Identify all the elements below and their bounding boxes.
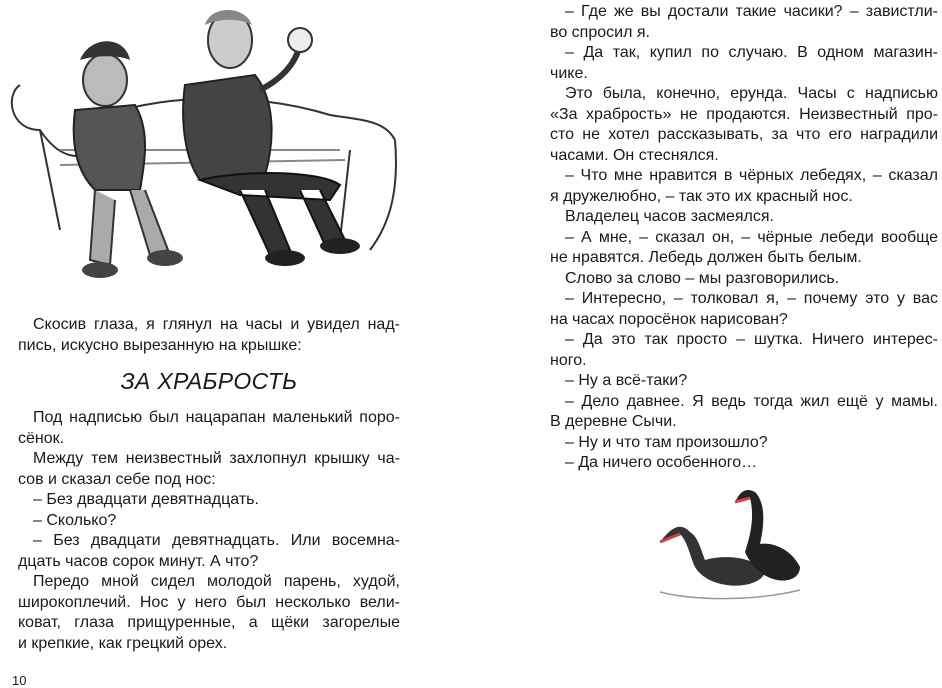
text-line: на часах поросёнок нарисован?	[550, 310, 788, 328]
text-line: ного.	[550, 351, 587, 369]
paragraph	[18, 490, 400, 511]
paragraph	[550, 228, 938, 269]
page-number: 10	[12, 673, 27, 688]
paragraph	[18, 315, 400, 356]
text-line: – Интересно, – толковал я, – почему это у вас	[565, 290, 938, 307]
text-line: Скосив глаза, я глянул на часы и увидел над-	[33, 316, 400, 333]
text-line: часами. Он стеснялся.	[550, 146, 719, 164]
paragraph	[18, 511, 400, 532]
text-line: – Где же вы достали такие часики? – завистли-	[565, 3, 938, 20]
text-line: – Да так, купил по случаю. В одном магазин-	[565, 44, 938, 61]
text-line: я дружелюбно, – так это их красный нос.	[550, 187, 853, 205]
text-line: – Ну а всё-таки?	[565, 372, 688, 389]
paragraph	[550, 269, 938, 290]
text-line: сто не хотел рассказывать, за что его наградили	[550, 126, 938, 143]
paragraph	[18, 449, 400, 490]
paragraph	[550, 453, 938, 474]
text-line: – Дело давнее. Я ведь тогда жил ещё у мамы.	[565, 392, 938, 410]
text-line: Это была, конечно, ерунда. Часы с надписью	[565, 85, 938, 102]
paragraph	[550, 2, 938, 43]
paragraph	[550, 43, 938, 84]
paragraph	[550, 84, 938, 166]
text-line: – Да это так просто – шутка. Ничего интерес-	[565, 331, 938, 348]
paragraph	[550, 392, 938, 433]
text-line: сёнок.	[18, 429, 65, 447]
left-page-text	[18, 315, 400, 654]
text-line: Передо мной сидел молодой парень, худой,	[33, 573, 400, 590]
swans-illustration	[650, 482, 810, 607]
text-line: Между тем неизвестный захлопнул крышку ча-	[33, 450, 400, 467]
paragraph	[18, 408, 400, 449]
paragraph	[550, 433, 938, 454]
text-line: – Что мне нравится в чёрных лебедях, – сказал	[565, 167, 938, 184]
text-line: – Да ничего особенного…	[565, 454, 758, 471]
text-line: «За храбрость» не продаются. Неизвестный про-	[550, 105, 938, 123]
text-line: – Без двадцати девятнадцать.	[33, 491, 259, 508]
text-line: во спросил я.	[550, 23, 650, 41]
paragraph	[18, 572, 400, 654]
right-page-text	[550, 2, 938, 474]
paragraph	[550, 289, 938, 330]
text-line: и крепкие, как грецкий орех.	[18, 634, 228, 652]
text-line: дцать часов сорок минут. А что?	[18, 552, 259, 570]
text-line: коват, глаза прищуренные, а щёки загорелые	[18, 614, 400, 631]
text-line: В деревне Сычи.	[550, 413, 677, 430]
paragraph	[550, 207, 938, 228]
paragraph	[550, 166, 938, 207]
text-line: – А мне, – сказал он, – чёрные лебеди вообще	[565, 228, 938, 246]
text-line: сов и сказал себе под нос:	[18, 470, 216, 488]
text-line: широкоплечий. Нос у него был несколько вели-	[18, 593, 400, 611]
text-line: пись, искусно вырезанную на крышке:	[18, 336, 302, 354]
paragraph	[550, 371, 938, 392]
text-line: Владелец часов засмеялся.	[565, 208, 774, 225]
paragraph	[550, 330, 938, 371]
text-line: – Без двадцати девятнадцать. Или восемна-	[33, 532, 400, 549]
text-line: Слово за слово – мы разговорились.	[565, 269, 840, 287]
text-line: не нравятся. Лебедь должен быть белым.	[550, 249, 862, 266]
text-line: Под надписью был нацарапан маленький поро-	[33, 409, 400, 426]
text-line: – Сколько?	[33, 511, 117, 529]
text-line: – Ну и что там произошло?	[565, 433, 768, 451]
text-line: чике.	[550, 64, 588, 82]
left-text-before-heading	[18, 315, 400, 356]
left-text-after-heading	[18, 408, 400, 654]
paragraph	[18, 531, 400, 572]
engraving-heading: ЗА ХРАБРОСТЬ	[120, 368, 298, 394]
bench-illustration	[0, 0, 405, 295]
